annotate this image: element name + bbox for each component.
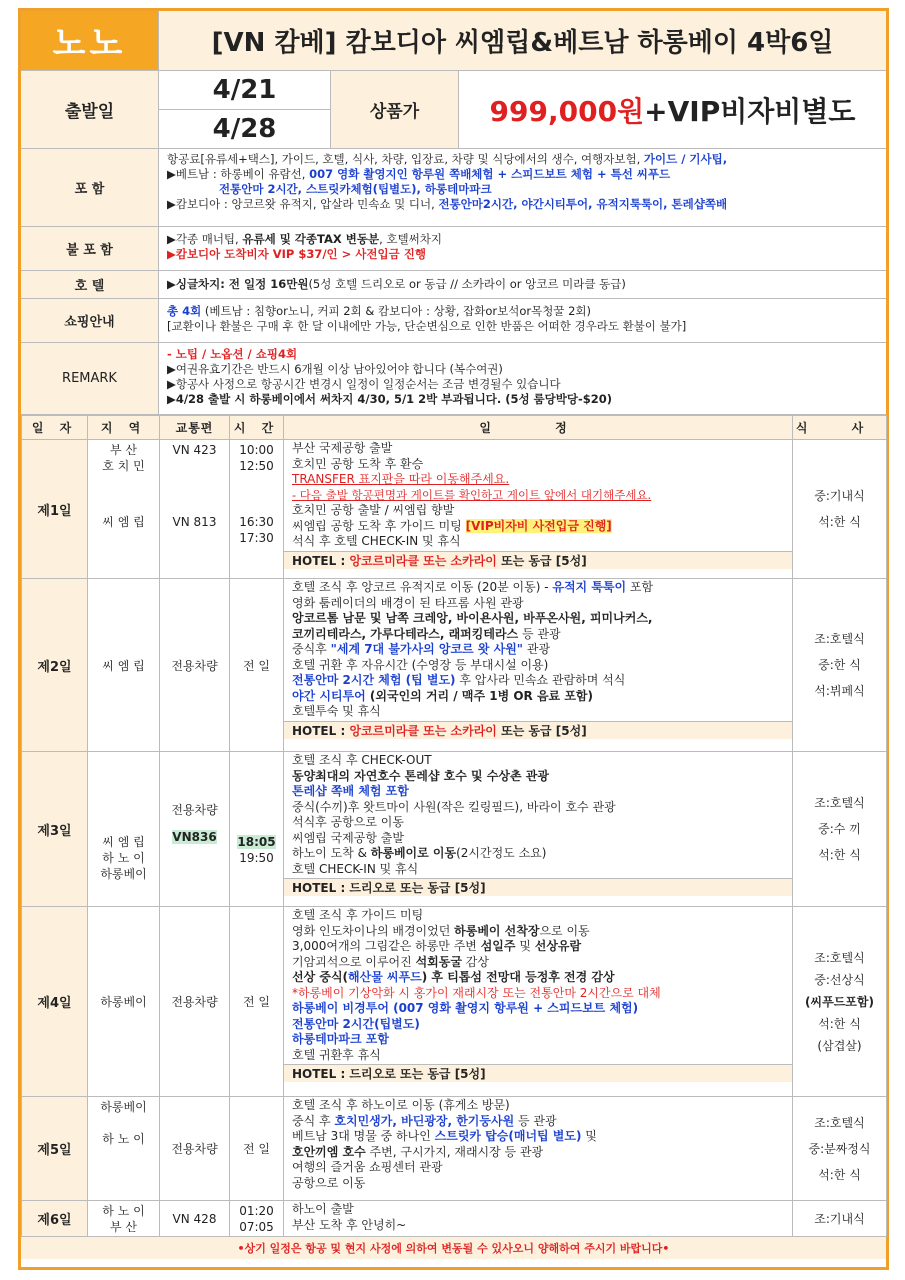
time-1: 01:20 xyxy=(239,1203,274,1218)
sched-line: 동양최대의 자연호수 톤레샵 호수 및 수상촌 관광 xyxy=(292,768,549,783)
day-6: 제6일 xyxy=(22,1201,88,1237)
seafood-highlight: 해산물 씨푸드 xyxy=(348,970,422,984)
day-2-meal xyxy=(793,579,887,752)
day-4-meal xyxy=(793,907,887,1097)
remark-row xyxy=(21,343,886,415)
include-row xyxy=(21,149,886,227)
sched-line: 기암괴석으로 이루어진 xyxy=(292,954,416,969)
day-3-region xyxy=(88,752,160,907)
sched-line: 및 xyxy=(515,939,535,953)
sched-line: 후 압사라 민속쇼 관람하며 석식 xyxy=(455,673,626,687)
region-hochiminh: 호 치 민 xyxy=(102,459,145,473)
remark-line-2: ▶여권유효기간은 반드시 6개월 이상 남아있어야 합니다 (복수여권) xyxy=(167,362,503,376)
hotel-prefix: HOTEL : xyxy=(292,723,350,738)
hotel-name: 앙코르미라클 또는 소카라이 xyxy=(349,723,497,738)
day-1-hotel xyxy=(284,551,792,569)
sched-line: 하롱베이로 이동 xyxy=(370,846,457,860)
meal-lunch: 중:분짜정식 xyxy=(808,1141,871,1156)
region-hanoi: 하 노 이 xyxy=(102,1132,145,1146)
day-4: 제4일 xyxy=(22,907,88,1097)
visa-prepay-badge: [VIP비자비 사전입금 진행] xyxy=(465,518,612,533)
day-1: 제1일 xyxy=(22,440,88,579)
sched-line: 호텔 조식 후 하노이로 이동 (휴게소 방문) xyxy=(292,1098,510,1112)
table-header xyxy=(22,416,887,440)
boat-highlight: 톤레샵 쪽배 체험 포함 xyxy=(292,784,409,798)
day-1-meal xyxy=(793,440,887,579)
day-2-schedule xyxy=(284,579,793,752)
day-row-6 xyxy=(22,1201,887,1237)
col-schedule: 일 정 xyxy=(284,416,793,440)
include-vietnam-highlight: 007 영화 촬영지인 항루원 쪽배체험 + 스피드보트 체험 + 특선 씨푸드 xyxy=(309,167,671,181)
departure-date-1: 4/21 xyxy=(159,71,330,110)
sched-line: 중식 후 xyxy=(292,1113,335,1128)
shopping-row xyxy=(21,299,886,343)
include-line-3: 전통안마 2시간, 스트릿카체험(팁별도), 하롱테마파크 xyxy=(219,182,492,196)
sched-line: 석식후 공항으로 이동 xyxy=(292,815,404,829)
header xyxy=(21,11,886,71)
sched-line: 공항으로 이동 xyxy=(292,1175,366,1190)
region-siemreap: 씨 엠 립 xyxy=(102,515,145,529)
col-meal: 식 사 xyxy=(793,416,887,440)
remark-line-4: ▶4/28 출발 시 하롱베이에서 써차지 4/30, 5/1 2박 부과됩니다. (5성 룸당박당-$20) xyxy=(167,392,613,406)
col-day: 일 자 xyxy=(22,416,88,440)
day-6-meal: 조:기내식 xyxy=(793,1201,887,1237)
include-line-1: 항공료[유류세+택스], 가이드, 호텔, 식사, 차량, 입장료, 차량 및 식당에서의 생수, 여행자보험, xyxy=(167,152,644,166)
transport-private: 전용차량 xyxy=(171,803,218,817)
sched-line: 씨엠립 국제공항 출발 xyxy=(292,830,404,845)
meal-breakfast: 조:호텔식 xyxy=(814,632,865,646)
sched-line: 영화 툼레이더의 배경이 된 타프롬 사원 관광 xyxy=(292,595,524,610)
sched-line: 주변, 구시가지, 재래시장 등 관광 xyxy=(365,1144,544,1159)
streetcar-highlight: 스트릿카 탑승(매너팁 별도) xyxy=(434,1129,582,1143)
day-5-region xyxy=(88,1097,160,1201)
sched-line: 포함 xyxy=(626,580,654,594)
sched-line: 호치민 공항 출발 / 씨엠립 향발 xyxy=(292,503,455,517)
meal-breakfast: 조:호텔식 xyxy=(814,950,865,965)
departure-row xyxy=(21,71,886,149)
day-3-transport xyxy=(160,752,230,907)
weather-notice: *하롱베이 기상악화 시 홍가이 재래시장 또는 전통안마 2시간으로 대체 xyxy=(292,985,661,1000)
day-row-2 xyxy=(22,579,887,752)
sched-line: 감상 xyxy=(461,954,489,969)
sched-line: 등 관광 xyxy=(514,1113,557,1128)
day-4-time: 전 일 xyxy=(230,907,284,1097)
sched-line: 석회동굴 xyxy=(415,954,462,969)
day-6-time xyxy=(230,1201,284,1237)
shopping-detail: (베트남 : 침향or노니, 커피 2회 & 캄보디아 : 상황, 잡화or보석or목청꿀 2회) xyxy=(201,304,591,318)
sched-line: 부산 국제공항 출발 xyxy=(292,441,393,455)
day-row-4 xyxy=(22,907,887,1097)
sched-line: ) 후 티톱섬 전망대 등정후 전경 감상 xyxy=(421,970,615,984)
meal-dinner: 석:한 식 xyxy=(818,1167,861,1182)
meal-dinner: 석:한 식 xyxy=(818,848,861,862)
halong-tour-highlight: 하롱베이 비경투어 (007 영화 촬영지 항루원 + 스피드보트 체험) xyxy=(292,1001,639,1015)
region-siemreap: 씨 엠 립 xyxy=(102,835,145,849)
sched-line: (2시간정도 소요) xyxy=(456,846,547,860)
meal-dinner-note: (삼겹살) xyxy=(817,1038,862,1053)
include-line-4: ▶캄보디아 : 앙코르왓 유적지, 압살라 민속쇼 및 디너, xyxy=(167,197,439,211)
sched-line: 하노이 출발 xyxy=(292,1202,354,1216)
day-2-time: 전 일 xyxy=(230,579,284,752)
sched-line: 호텔 조식 후 앙코르 유적지로 이동 (20분 이동) - xyxy=(292,580,553,594)
day-6-transport: VN 428 xyxy=(160,1201,230,1237)
include-content xyxy=(159,149,886,226)
remark-label: REMARK xyxy=(21,343,159,414)
sched-line: 석식 후 호텔 CHECK-IN 및 휴식 xyxy=(292,534,461,548)
day-3: 제3일 xyxy=(22,752,88,907)
sched-line: 및 xyxy=(581,1129,597,1143)
meal-lunch-note: (씨푸드포함) xyxy=(805,994,874,1009)
footer-notice: •상기 일정은 항공 및 현지 사정에 의하여 변동될 수 있사오니 양해하여 주시기 바랍니다• xyxy=(21,1237,886,1259)
region-hanoi: 하 노 이 xyxy=(102,851,145,865)
day-4-schedule xyxy=(284,907,793,1097)
hotel-info-content xyxy=(159,271,886,298)
day-3-time xyxy=(230,752,284,907)
sched-line: 호텔 귀환후 휴식 xyxy=(292,1047,381,1062)
time-3: 16:30 xyxy=(239,515,274,529)
hotel-grade-note: 또는 동급 [5성] xyxy=(496,553,587,568)
price-suffix: +VIP비자비별도 xyxy=(644,94,856,128)
price-amount: 999,000원 xyxy=(489,94,645,128)
flight-vn836: VN836 xyxy=(172,830,217,844)
day-2-region: 씨 엠 립 xyxy=(88,579,160,752)
sched-line: 베트남 3대 명물 중 하나인 xyxy=(292,1129,435,1143)
shopping-refund-note: [교환이나 환불은 구매 후 한 달 이내에만 가능, 단순변심으로 인한 반품은 어떠한 경우라도 환불이 불가] xyxy=(167,319,687,333)
time-4: 17:30 xyxy=(239,531,274,545)
col-region: 지 역 xyxy=(88,416,160,440)
day-row-3 xyxy=(22,752,887,907)
sched-line: 부산 도착 후 안녕히~ xyxy=(292,1217,407,1232)
col-time: 시 간 xyxy=(230,416,284,440)
day-1-schedule xyxy=(284,440,793,579)
day-1-time xyxy=(230,440,284,579)
meal-dinner: 석:한 식 xyxy=(818,515,861,529)
meal-breakfast: 조:호텔식 xyxy=(814,1115,865,1130)
massage-highlight: 전통안마 2시간(팁별도) xyxy=(292,1016,420,1031)
sched-line: 3,000여개의 그림같은 하롱만 주변 xyxy=(292,939,481,953)
sched-line: 관광 xyxy=(523,642,551,656)
day-2: 제2일 xyxy=(22,579,88,752)
shopping-content xyxy=(159,299,886,342)
sched-line: 호안끼엠 호수 xyxy=(292,1144,366,1159)
meal-dinner: 석:뷔페식 xyxy=(814,684,865,698)
hotel-grade-note: 또는 동급 [5성] xyxy=(496,723,587,738)
sched-line: 호텔 귀환 후 자유시간 (수영장 등 부대시설 이용) xyxy=(292,657,549,672)
itinerary-sheet xyxy=(18,8,889,1270)
meal-lunch: 중:선상식 xyxy=(814,972,865,987)
day-2-hotel xyxy=(284,721,792,739)
remark-line-3: ▶항공사 사정으로 항공시간 변경시 일정이 일정순서는 조금 변경될수 있습니다 xyxy=(167,377,561,391)
price xyxy=(459,71,886,148)
time-2: 19:50 xyxy=(239,851,274,865)
sched-line: 으로 이동 xyxy=(539,923,590,938)
day-5: 제5일 xyxy=(22,1097,88,1201)
meal-lunch: 중:수 끼 xyxy=(818,822,861,836)
sched-line: 선상 중식( xyxy=(292,970,349,984)
day-5-transport: 전용차량 xyxy=(160,1097,230,1201)
sched-line: 호치민 공항 도착 후 환승 xyxy=(292,456,424,471)
day-row-5 xyxy=(22,1097,887,1201)
product-title: [VN 캄베] 캄보디아 씨엠립&베트남 하롱베이 4박6일 xyxy=(159,11,886,70)
exclude-surcharge: , 호텔써차지 xyxy=(379,232,442,246)
sched-line: 호텔투숙 및 휴식 xyxy=(292,704,381,718)
day-6-region xyxy=(88,1201,160,1237)
departure-date-2: 4/28 xyxy=(212,114,277,144)
brand-logo: 노노 xyxy=(21,11,159,70)
sched-line: 여행의 즐거움 쇼핑센터 관광 xyxy=(292,1160,443,1174)
hotel-name: 앙코르미라클 또는 소카라이 xyxy=(349,553,497,568)
shopping-count: 총 4회 xyxy=(167,304,202,318)
tuktuk-highlight: 유적지 툭툭이 xyxy=(552,580,627,594)
flight-vn813: VN 813 xyxy=(172,515,217,529)
angkor-wat-highlight: "세계 7대 불가사의 앙코르 왓 사원" xyxy=(330,642,524,656)
day-1-region xyxy=(88,440,160,579)
exclude-row xyxy=(21,227,886,271)
region-busan: 부 산 xyxy=(110,1219,137,1234)
hanoi-sights-highlight: 호치민생가, 바딘광장, 한기둥사원 xyxy=(334,1113,515,1128)
price-label: 상품가 xyxy=(331,71,459,148)
include-cambodia-highlight: 전통안마2시간, 야간시티투어, 유적지툭툭이, 톤레샵쪽배 xyxy=(438,197,728,211)
sched-line: 호텔 조식 후 가이드 미팅 xyxy=(292,908,424,922)
sched-line: 중식(수끼)후 왓트마이 사원(작은 킬링필드), 바라이 호수 관광 xyxy=(292,799,616,814)
day-row-1 xyxy=(22,440,887,579)
time-2: 12:50 xyxy=(239,459,274,473)
meal-dinner: 석:한 식 xyxy=(818,1016,861,1031)
flight-vn423: VN 423 xyxy=(172,443,217,457)
sched-line: 코끼리테라스, 가루다테라스, 래퍼킹테라스 xyxy=(292,626,519,641)
day-5-meal xyxy=(793,1097,887,1201)
meal-breakfast: 조:호텔식 xyxy=(814,796,865,810)
day-5-time: 전 일 xyxy=(230,1097,284,1201)
day-2-transport: 전용차량 xyxy=(160,579,230,752)
remark-content xyxy=(159,343,886,414)
time-1: 18:05 xyxy=(237,835,276,849)
day-5-schedule xyxy=(284,1097,793,1201)
include-tips: 가이드 / 기사팁, xyxy=(643,152,728,166)
include-label: 포 함 xyxy=(21,149,159,226)
meal-lunch: 중:한 식 xyxy=(818,658,861,672)
day-1-transport xyxy=(160,440,230,579)
include-line-2: ▶베트남 : 하롱베이 유람선, xyxy=(167,167,310,181)
day-3-hotel: HOTEL : 드리오로 또는 동급 [5성] xyxy=(284,878,792,896)
massage-highlight: 전통안마 2시간 체험 (팁 별도) xyxy=(292,673,456,687)
day-3-schedule xyxy=(284,752,793,907)
departure-label: 출발일 xyxy=(21,71,159,148)
sched-line: 호텔 CHECK-IN 및 휴식 xyxy=(292,861,419,876)
day-4-region: 하롱베이 xyxy=(88,907,160,1097)
exclude-line-1: ▶각종 매너팁, xyxy=(167,232,243,246)
sched-line: 중식후 xyxy=(292,642,331,656)
hotel-prefix: HOTEL : xyxy=(292,553,350,568)
hotel-info-row xyxy=(21,271,886,299)
sched-line: 등 관광 xyxy=(518,626,561,641)
remark-line-1: - 노팁 / 노옵션 / 쇼핑4회 xyxy=(167,347,298,361)
gate-notice: - 다음 출발 항공편명과 게이트를 확인하고 게이트 앞에서 대기해주세요. xyxy=(292,487,652,502)
sched-line: 하롱베이 선착장 xyxy=(454,923,540,938)
exclude-tax: 유류세 및 각종TAX 변동분 xyxy=(242,232,380,246)
sched-line: 영화 인도차이나의 배경이었던 xyxy=(292,923,455,938)
transfer-notice: TRANSFER 표지판을 따라 이동해주세요. xyxy=(292,472,510,486)
region-halong: 하롱베이 xyxy=(100,1100,147,1114)
region-hanoi: 하 노 이 xyxy=(102,1203,145,1218)
itinerary-table xyxy=(21,415,887,1237)
day-4-transport: 전용차량 xyxy=(160,907,230,1097)
night-tour-highlight: 야간 시티투어 xyxy=(292,688,366,703)
day-3-meal xyxy=(793,752,887,907)
shopping-label: 쇼핑안내 xyxy=(21,299,159,342)
sched-line: 하노이 도착 & xyxy=(292,846,371,860)
departure-dates xyxy=(159,71,331,148)
sched-line: (외국인의 거리 / 맥주 1병 OR 음료 포함) xyxy=(365,688,593,703)
region-busan: 부 산 xyxy=(110,443,137,457)
col-transport: 교통편 xyxy=(160,416,230,440)
sched-line: 선상유람 xyxy=(534,939,582,953)
themepark-highlight: 하롱테마파크 포함 xyxy=(292,1032,389,1046)
hotel-info-label: 호 텔 xyxy=(21,271,159,298)
exclude-visa: ▶캄보디아 도착비자 VIP $37/인 > 사전입금 진행 xyxy=(167,247,426,261)
single-charge: ▶싱글차지: 전 일정 16만원 xyxy=(167,277,309,291)
exclude-content xyxy=(159,227,886,270)
sched-line: 앙코르톰 남문 및 남쪽 크레앙, 바이욘사원, 바푸온사원, 피미나커스, xyxy=(292,611,653,625)
time-1: 10:00 xyxy=(239,443,274,457)
time-2: 07:05 xyxy=(239,1219,274,1234)
sched-line: 섬일주 xyxy=(480,939,516,953)
region-halong: 하롱베이 xyxy=(100,867,147,881)
sched-line: 씨엠립 공항 도착 후 가이드 미팅 xyxy=(292,518,466,533)
hotel-grade: (5성 호텔 드리오로 or 동급 // 소카라이 or 앙코르 미라클 동급) xyxy=(308,277,626,291)
day-6-schedule xyxy=(284,1201,793,1237)
exclude-label: 불 포 함 xyxy=(21,227,159,270)
sched-line: 호텔 조식 후 CHECK-OUT xyxy=(292,753,432,767)
meal-lunch: 중:기내식 xyxy=(814,489,865,503)
day-4-hotel: HOTEL : 드리오로 또는 동급 [5성] xyxy=(284,1064,792,1082)
